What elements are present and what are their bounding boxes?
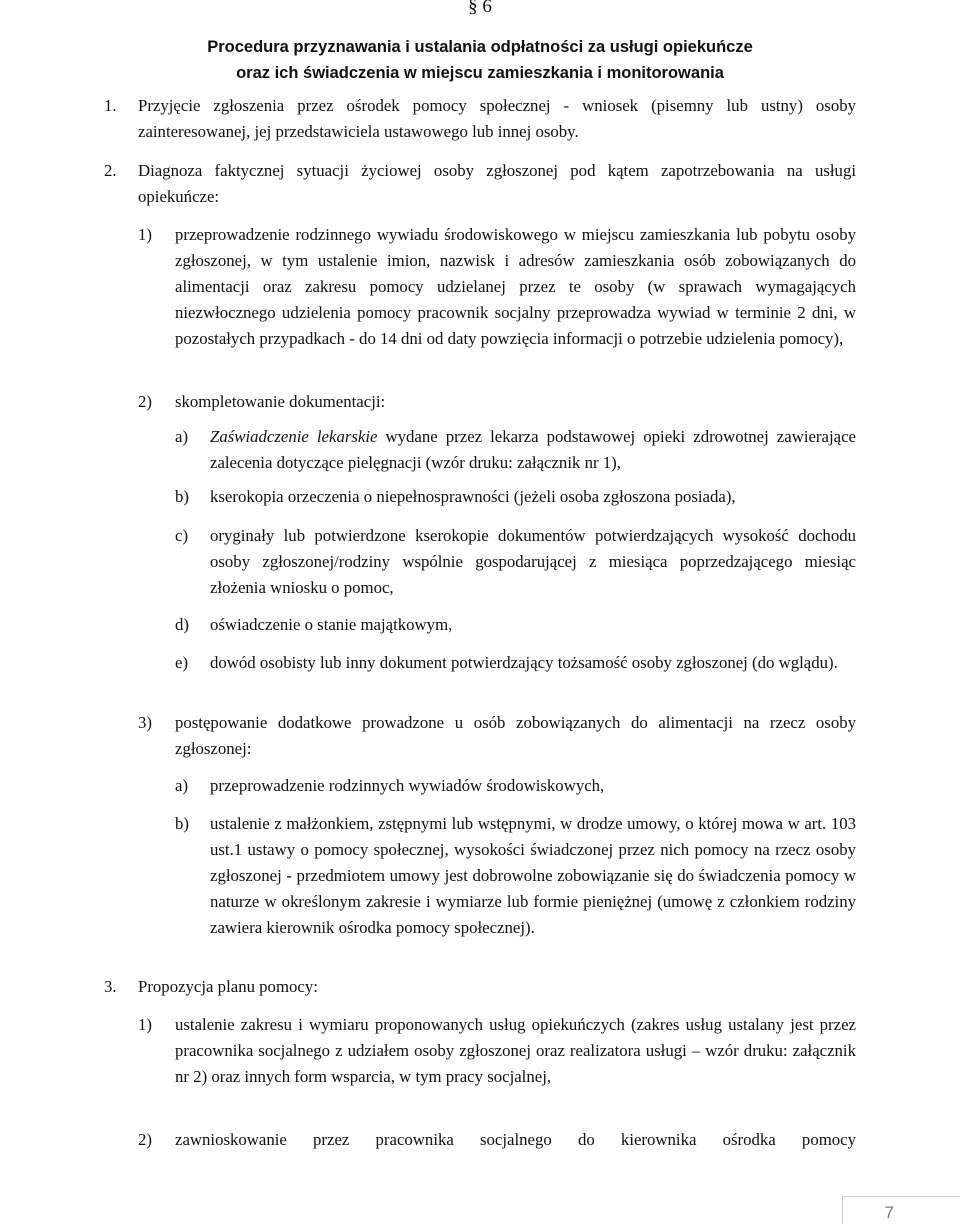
section-2-2-item-c-text: oryginały lub potwierdzone kserokopie dokumentów potwierdzających wysokość dochodu osoby zgłoszonej/rodziny wspólnie gospodarującej z miesiąca poprzedzającego miesiąc złożenia wniosku o pomoc,: [210, 526, 856, 597]
section-2-2-item-e-text: dowód osobisty lub inny dokument potwierdzający tożsamość osoby zgłoszonej (do wglądu).: [210, 653, 838, 672]
section-2-3-item-a: [175, 773, 856, 799]
document-title: [0, 34, 960, 86]
section-1: [104, 93, 856, 145]
section-3-text: Propozycja planu pomocy:: [138, 977, 318, 996]
section-2-text: Diagnoza faktycznej sytuacji życiowej osoby zgłoszonej pod kątem zapotrzebowania na usługi opiekuńcze:: [138, 161, 856, 206]
section-2-2-item-d-text: oświadczenie o stanie majątkowym,: [210, 615, 453, 634]
section-2-point-1: [138, 222, 856, 352]
page-number: 7: [884, 1203, 894, 1222]
section-3-point-1: [138, 1012, 856, 1090]
section-2-point-2-number: 2): [138, 392, 152, 411]
section-3-point-2-text: zawnioskowanie przez pracownika socjalnego do kierownika ośrodka pomocy: [175, 1130, 856, 1149]
title-line-2: oraz ich świadczenia w miejscu zamieszkania i monitorowania: [236, 64, 724, 82]
section-2-2-item-b: [175, 484, 856, 510]
section-2-3-item-b: [175, 811, 856, 941]
section-1-number: 1.: [104, 96, 117, 115]
title-line-1: Procedura przyznawania i ustalania odpłatności za usługi opiekuńcze: [207, 38, 753, 56]
section-mark: § 6: [468, 0, 492, 17]
section-2-point-3-text: postępowanie dodatkowe prowadzone u osób zobowiązanych do alimentacji na rzecz osoby zgłoszonej:: [175, 713, 856, 758]
section-3-point-2: [138, 1127, 856, 1153]
section-2-2-item-e: [175, 650, 856, 676]
section-2-2-item-a: [175, 424, 856, 476]
section-2: [104, 158, 856, 210]
section-2-2-item-c: [175, 523, 856, 601]
section-2-2-item-a-letter: a): [175, 427, 189, 446]
section-2-point-1-text: przeprowadzenie rodzinnego wywiadu środowiskowego w miejscu zamieszkania lub pobytu osoby zgłoszonej, w tym ustalenie imion, nazwisk i adresów zamieszkania osób zobowiązanych do alimentacji oraz zakresu pomocy udzielanej przez te osoby (w sprawach wymagających niezwłocznego udzielenia pomocy pracownik socjalny przeprowadza wywiad w terminie 2 dni, w pozostałych przypadkach - do 14 dni od daty powzięcia informacji o potrzebie udzielenia pomocy),: [175, 225, 856, 348]
section-2-point-3-number: 3): [138, 713, 152, 732]
section-3: [104, 974, 856, 1000]
section-2-2-item-b-text: kserokopia orzeczenia o niepełnosprawności (jeżeli osoba zgłoszona posiada),: [210, 487, 736, 506]
medical-certificate-term: Zaświadczenie lekarskie: [210, 427, 378, 446]
section-2-3-item-b-text: ustalenie z małżonkiem, zstępnymi lub wstępnymi, w drodze umowy, o której mowa w art. 103 ust.1 ustawy o pomocy społecznej, wysokości świadczonej przez nich pomocy na rzecz osoby zgłoszonej - przedmiotem umowy jest dobrowolne zobowiązanie się do świadczenia pomocy w naturze w określonym zakresie i wymiarze lub formie pieniężnej (umowę z członkiem rodziny zawiera kierownik ośrodka pomocy społecznej).: [210, 814, 856, 937]
section-3-point-1-text: ustalenie zakresu i wymiaru proponowanych usług opiekuńczych (zakres usług ustalany jest przez pracownika socjalnego z udziałem osoby zgłoszonej oraz realizatora usługi – wzór druku: załącznik nr 2) oraz innych form wsparcia, w tym pracy socjalnej,: [175, 1015, 856, 1086]
section-2-2-item-c-letter: c): [175, 526, 189, 545]
section-2-point-2: [138, 389, 856, 415]
section-2-point-1-number: 1): [138, 225, 152, 244]
section-2-2-item-e-letter: e): [175, 653, 189, 672]
section-2-3-item-a-letter: a): [175, 776, 189, 795]
section-2-2-item-a-text: [210, 424, 856, 476]
page-number-box: [842, 1196, 960, 1224]
section-3-number: 3.: [104, 977, 117, 996]
section-2-3-item-b-letter: b): [175, 814, 189, 833]
section-2-3-item-a-text: przeprowadzenie rodzinnych wywiadów środowiskowych,: [210, 776, 605, 795]
section-2-point-3: [138, 710, 856, 762]
section-3-point-1-number: 1): [138, 1015, 152, 1034]
section-3-point-2-number: 2): [138, 1130, 152, 1149]
section-2-2-item-d: [175, 612, 856, 638]
section-2-2-item-b-letter: b): [175, 487, 189, 506]
section-2-number: 2.: [104, 161, 117, 180]
section-2-2-item-d-letter: d): [175, 615, 189, 634]
section-2-2-item-a-rest: wydane przez lekarza podstawowej opieki zdrowotnej zawierające zalecenia dotyczące pielęgnacji (wzór druku: załącznik nr 1),: [210, 427, 856, 472]
section-1-text: Przyjęcie zgłoszenia przez ośrodek pomocy społecznej - wniosek (pisemny lub ustny) osoby zainteresowanej, jej przedstawiciela ustawowego lub innej osoby.: [138, 96, 856, 141]
section-2-point-2-text: skompletowanie dokumentacji:: [175, 392, 386, 411]
